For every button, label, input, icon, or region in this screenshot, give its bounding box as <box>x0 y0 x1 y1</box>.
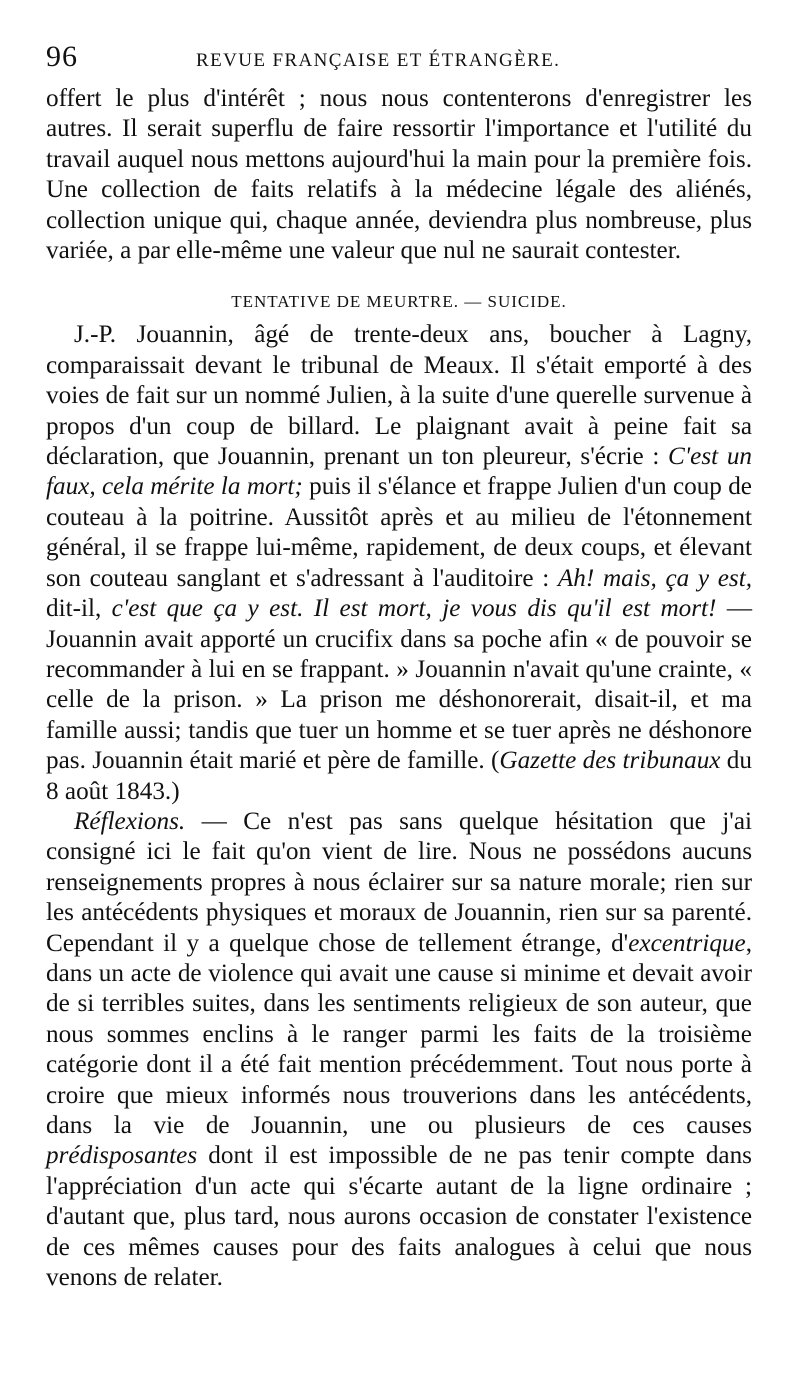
case-quote-3: c'est que ça y est. Il est mort, je vous dis qu'il est mort! <box>111 595 717 623</box>
case-text-3: dit-il, <box>46 595 112 623</box>
paragraph-reflexions <box>46 807 752 1294</box>
reflexions-text-3: dont il est impossible de ne pas tenir compte dans l'appréciation d'un acte qui s'écarte autant de la ligne ordinaire ; d'autant que, plus tard, nous aurons occasion de constater l'existence de ces mêmes causes pour des faits analogues à celui que nous venons de relater. <box>46 1142 752 1292</box>
reflexions-text-2: , dans un acte de violence qui avait une cause si minime et devait avoir de si terribles suites, dans les sentiments religieux de son auteur, que nous sommes enclins à le ranger parmi les faits de la troisième catégorie dont il a été fait mention précédemment. Tout nous porte à croire que mieux informés nous trouverions dans les antécédents, dans la vie de Jouannin, une ou plusieurs de ces causes <box>46 929 752 1139</box>
page-number: 96 <box>46 40 78 73</box>
paragraph-intro: offert le plus d'intérêt ; nous nous contenterons d'enregistrer les autres. Il serait superflu de faire ressortir l'importance et l'utilité du travail auquel nous mettons aujourd'hui la main pour la première fois. Une collection de faits relatifs à la médecine légale des aliénés, collection unique qui, chaque année, deviendra plus nombreuse, plus variée, a par elle-même une valeur que nul ne saurait contester. <box>46 85 752 265</box>
case-source: Gazette des tribunaux <box>499 747 721 775</box>
reflexions-term-1: excentrique <box>628 929 746 957</box>
case-text-4: — Jouannin avait apporté un crucifix dans sa poche afin « de pouvoir se recommander à lui en se frappant. » Jouannin n'avait qu'une crainte, « celle de la prison. » La prison me déshonorerait, disait-il, et ma famille aussi; tandis que tuer un homme et se tuer après ne déshonore pas. Jouannin était marié et père de famille. ( <box>46 595 753 775</box>
reflexions-heading: Réflexions. <box>74 807 186 835</box>
case-text-2: puis il s'élance et frappe Julien d'un coup de couteau à la poitrine. Aussitôt après et au milieu de l'étonnement général, il se frappe lui-même, rapidement, de deux coups, et élevant son couteau sanglant et s'adressant à l'auditoire : <box>46 473 752 592</box>
reflexions-text-1: — Ce n'est pas sans quelque hésitation que j'ai consigné ici le fait qu'on vient de lire. Nous ne possédons aucuns renseignements propres à nous éclairer sur sa nature morale; rien sur les antécédents physiques et moraux de Jouannin, rien sur sa parenté. Cependant il y a quelque chose de tellement étrange, d' <box>46 807 752 957</box>
case-text-5: du 8 août 1843.) <box>46 747 752 805</box>
case-quote-1: C'est un faux, cela mérite la mort; <box>46 443 753 501</box>
section-title: TENTATIVE DE MEURTRE. — SUICIDE. <box>231 292 567 312</box>
case-quote-2: Ah! mais, ça y est, <box>557 564 752 592</box>
case-text-1: J.-P. Jouannin, âgé de trente-deux ans, boucher à Lagny, comparaissait devant le tribunal de Meaux. Il s'était emporté à des voies de fait sur un nommé Julien, à la suite d'une querelle survenue à propos d'un coup de billard. Le plaignant avait à peine fait sa déclaration, que Jouannin, prenant un ton pleureur, s'écrie : <box>46 321 752 471</box>
page-header <box>46 40 752 84</box>
reflexions-term-2: prédisposantes <box>46 1142 198 1170</box>
paragraph-case <box>46 320 752 807</box>
body-text <box>46 84 752 1293</box>
running-title: REVUE FRANÇAISE ET ÉTRANGÈRE. <box>196 50 561 71</box>
